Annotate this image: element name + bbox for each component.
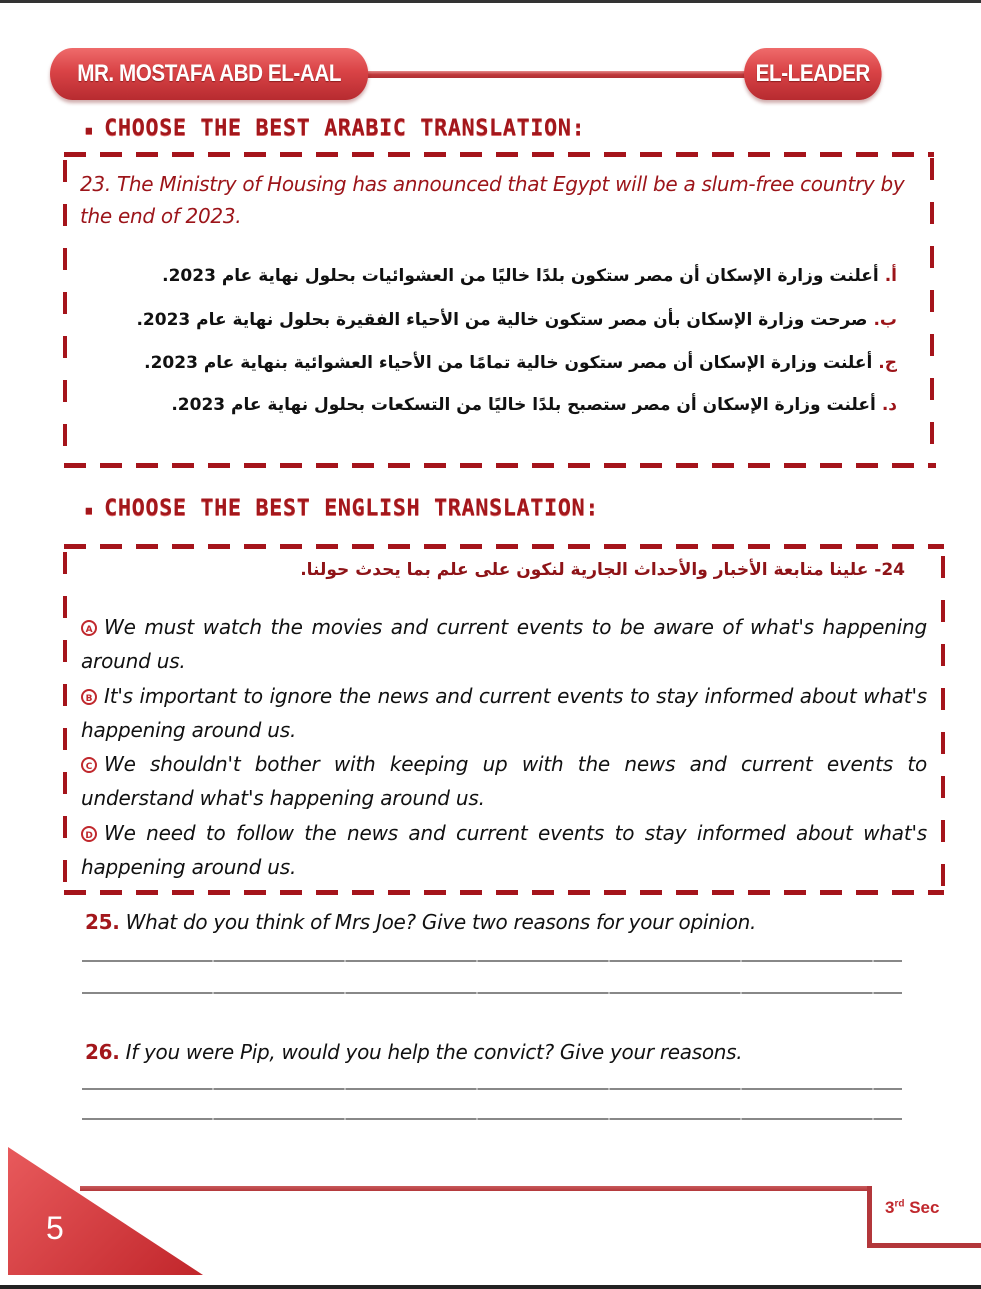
option-text: أعلنت وزارة الإسكان أن مصر ستصبح بلدًا خاليًا من التسكعات بحلول نهاية عام 2023. bbox=[171, 395, 876, 415]
brand-badge: EL-LEADER bbox=[744, 48, 882, 100]
teacher-name-badge: MR. MOSTAFA ABD EL-AAL bbox=[50, 48, 368, 100]
question-text: If you were Pip, would you help the convict? Give your reasons. bbox=[125, 1040, 743, 1064]
grade-suffix: rd bbox=[894, 1198, 905, 1210]
page-corner-triangle bbox=[8, 1147, 203, 1275]
section-title-english bbox=[84, 496, 599, 521]
english-option-c[interactable] bbox=[81, 747, 927, 816]
option-mark-icon: D bbox=[81, 826, 97, 842]
option-text: We shouldn't bother with keeping up with the news and current events to understand what's happening around us. bbox=[81, 752, 927, 811]
option-mark-icon: A bbox=[81, 620, 97, 636]
arabic-option-a[interactable] bbox=[162, 266, 897, 286]
option-letter: ج. bbox=[878, 353, 897, 373]
footer-step-vertical bbox=[867, 1186, 872, 1248]
grade-number: 3 bbox=[885, 1198, 895, 1217]
question-number: 26. bbox=[85, 1040, 120, 1064]
english-option-d[interactable] bbox=[81, 816, 927, 885]
option-mark-icon: B bbox=[81, 689, 97, 705]
answer-line[interactable] bbox=[82, 960, 902, 962]
dashed-border-left bbox=[63, 160, 67, 460]
question-25 bbox=[85, 910, 756, 934]
question-number: 25. bbox=[85, 910, 120, 934]
section-title-text: CHOOSE THE BEST ARABIC TRANSLATION: bbox=[104, 116, 586, 141]
dashed-border-left bbox=[63, 552, 67, 882]
english-option-b[interactable] bbox=[81, 679, 927, 748]
option-text: صرحت وزارة الإسكان بأن مصر ستكون خالية من الأحياء الفقيرة بحلول نهاية عام 2023. bbox=[136, 310, 868, 330]
answer-line[interactable] bbox=[82, 1118, 902, 1120]
answer-line[interactable] bbox=[82, 1088, 902, 1090]
grade-label bbox=[885, 1198, 939, 1218]
dashed-border-bottom bbox=[64, 890, 944, 895]
answer-line[interactable] bbox=[82, 992, 902, 994]
header-connector-line bbox=[330, 71, 790, 78]
grade-text: Sec bbox=[909, 1198, 940, 1217]
bullet-icon: ▪ bbox=[84, 499, 95, 519]
option-mark-icon: C bbox=[81, 757, 97, 773]
bottom-edge bbox=[0, 1285, 981, 1289]
option-text: It's important to ignore the news and current events to stay informed about what's happening around us. bbox=[81, 683, 927, 742]
option-letter: ب. bbox=[873, 310, 897, 330]
option-text: We must watch the movies and current events to be aware of what's happening around us. bbox=[81, 615, 927, 674]
arabic-option-b[interactable] bbox=[136, 310, 897, 330]
bullet-icon: ▪ bbox=[84, 119, 95, 139]
arabic-option-d[interactable] bbox=[171, 395, 897, 415]
section-title-arabic bbox=[84, 116, 585, 141]
footer-line bbox=[80, 1186, 870, 1191]
option-text: We need to follow the news and current events to stay informed about what's happening around us. bbox=[81, 820, 927, 880]
page-number: 5 bbox=[46, 1210, 64, 1246]
option-letter: د. bbox=[881, 395, 897, 415]
english-options bbox=[81, 610, 927, 884]
dashed-border-bottom bbox=[64, 463, 936, 468]
option-text: أعلنت وزارة الإسكان أن مصر ستكون بلدًا خاليًا من العشوائيات بحلول نهاية عام 2023. bbox=[162, 266, 879, 286]
question-24-text: 24- علينا متابعة الأخبار والأحداث الجارية لنكون على علم بما يحدث حولنا. bbox=[300, 560, 905, 580]
dashed-border-top bbox=[64, 544, 944, 549]
section-title-text: CHOOSE THE BEST ENGLISH TRANSLATION: bbox=[104, 496, 599, 521]
arabic-option-c[interactable] bbox=[144, 353, 897, 373]
option-letter: أ. bbox=[884, 266, 897, 286]
question-26 bbox=[85, 1040, 742, 1064]
dashed-border-right bbox=[930, 158, 934, 448]
dashed-border-right bbox=[941, 556, 945, 886]
dashed-border-top bbox=[64, 152, 934, 157]
option-text: أعلنت وزارة الإسكان أن مصر ستكون خالية تمامًا من الأحياء العشوائية بنهاية عام 2023. bbox=[144, 353, 873, 373]
question-text: What do you think of Mrs Joe? Give two reasons for your opinion. bbox=[125, 910, 757, 934]
question-23-text: 23. The Ministry of Housing has announced that Egypt will be a slum-free country by the end of 2023. bbox=[80, 172, 905, 228]
footer-step-horizontal bbox=[867, 1243, 981, 1248]
english-option-a[interactable] bbox=[81, 610, 927, 679]
top-edge bbox=[0, 0, 981, 3]
